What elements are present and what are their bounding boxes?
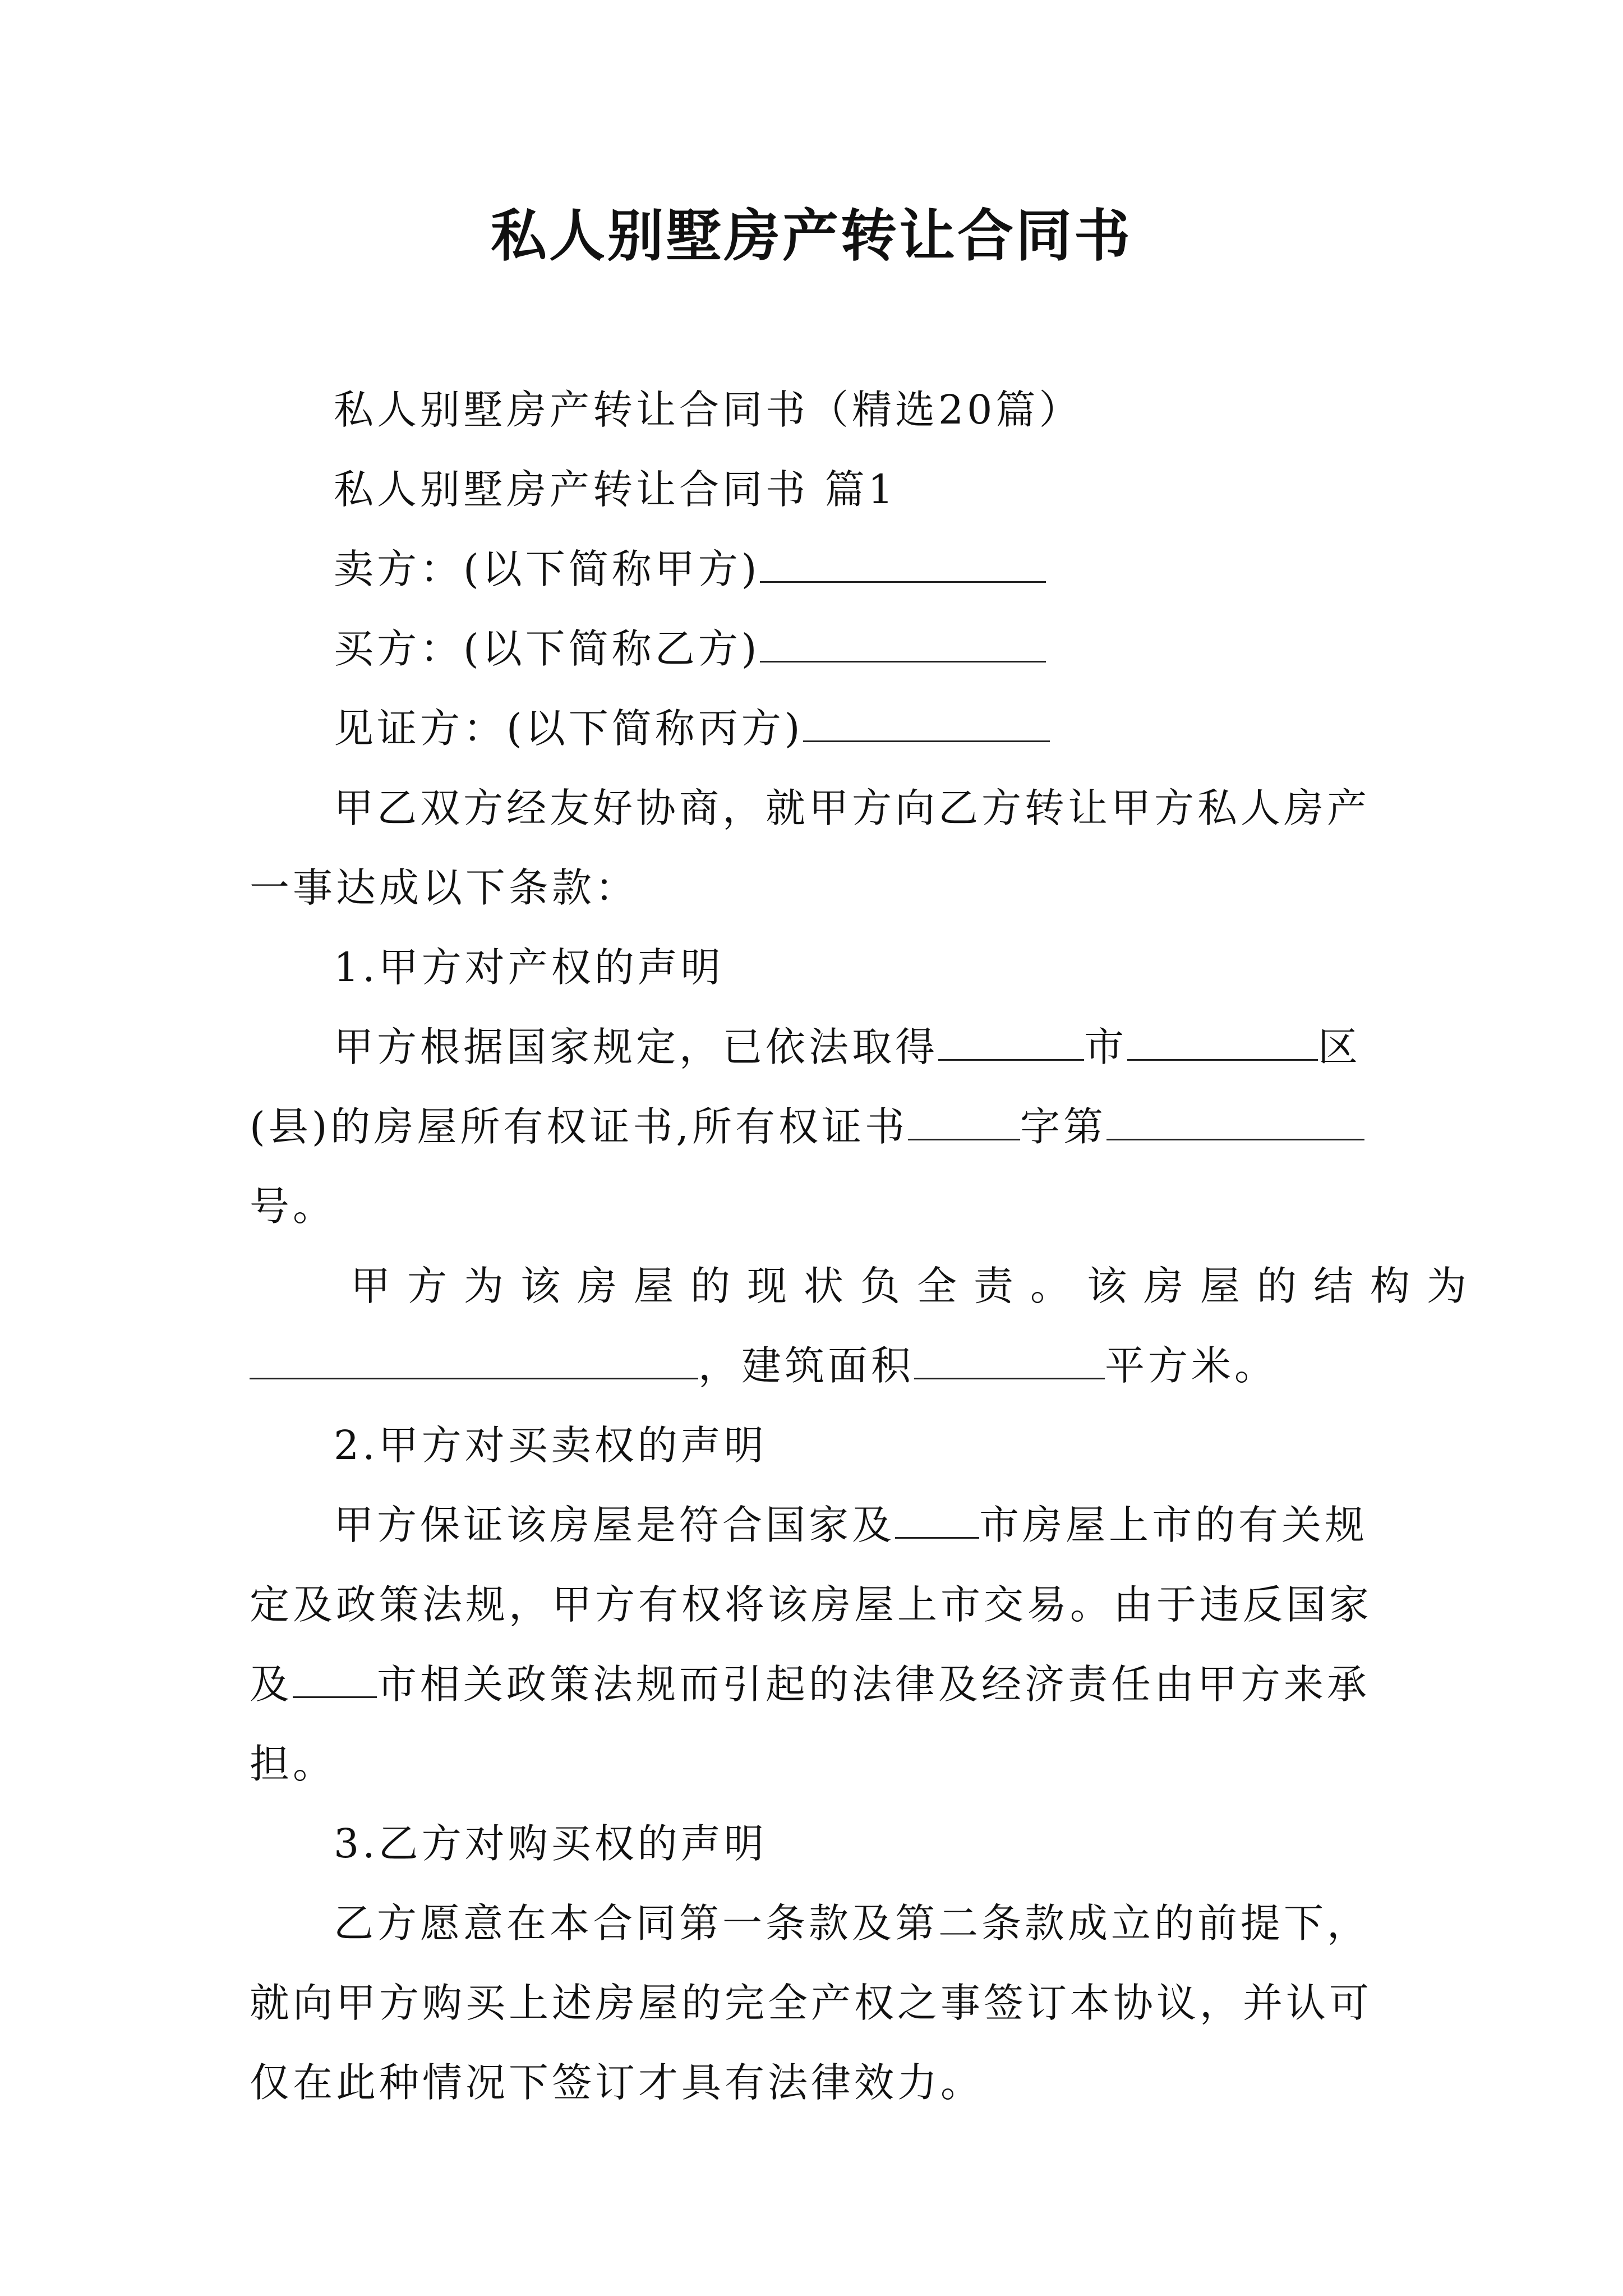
paragraph-line — [250, 1246, 1484, 1326]
city-blank — [895, 1503, 979, 1539]
text-segment: 甲方保证该房屋是符合国家及 — [334, 1502, 896, 1548]
paragraph-line — [250, 1645, 1388, 1724]
paragraph-line: 担。 — [250, 1741, 336, 1787]
certificate-word-blank — [908, 1105, 1020, 1140]
witness-blank — [803, 707, 1050, 742]
document-title: 私人别墅房产转让合同书 — [491, 203, 1132, 269]
buyer-line — [250, 609, 1388, 689]
seller-blank — [760, 547, 1046, 583]
text-segment: (县)的房屋所有权证书,所有权证书 — [250, 1103, 908, 1150]
text-segment: ，建筑面积 — [698, 1342, 915, 1389]
seller-label: 卖方：(以下简称甲方) — [334, 546, 760, 592]
witness-line — [250, 689, 1388, 769]
paragraph-line: 一事达成以下条款： — [250, 864, 639, 911]
text-segment: 市 — [1084, 1024, 1128, 1070]
certificate-number-blank — [1106, 1105, 1364, 1140]
structure-blank — [250, 1344, 698, 1379]
text-segment: 甲方根据国家规定，已依法取得 — [334, 1024, 939, 1070]
seller-line — [250, 530, 1388, 609]
district-blank — [1127, 1025, 1318, 1061]
buyer-blank — [760, 627, 1046, 662]
paragraph-line — [250, 1326, 1388, 1406]
text-segment: 市房屋上市的有关规 — [979, 1502, 1368, 1548]
paragraph-line: 定及政策法规，甲方有权将该房屋上市交易。由于违反国家 — [250, 1581, 1373, 1628]
paragraph-line: 号。 — [250, 1183, 336, 1230]
paragraph-line — [250, 1087, 1388, 1167]
subtitle-line: 私人别墅房产转让合同书（精选20篇） — [334, 386, 1082, 433]
clause-heading: 1.甲方对产权的声明 — [334, 944, 724, 991]
clause-heading: 3.乙方对购买权的声明 — [334, 1820, 767, 1867]
paragraph-line — [250, 1007, 1388, 1087]
text-segment: 区 — [1318, 1024, 1362, 1070]
witness-label: 见证方：(以下简称丙方) — [334, 705, 804, 752]
clause-heading: 2.甲方对买卖权的声明 — [334, 1422, 767, 1469]
text-segment: 平方米。 — [1105, 1342, 1278, 1389]
text-segment: 及 — [250, 1661, 293, 1708]
section-heading: 私人别墅房产转让合同书 篇1 — [334, 466, 897, 513]
text-segment: 甲方为该房屋的现状负全责。该房屋的结构为 — [351, 1263, 1484, 1309]
city-blank — [938, 1025, 1084, 1061]
area-blank — [914, 1344, 1105, 1379]
paragraph-line: 甲乙双方经友好协商，就甲方向乙方转让甲方私人房产 — [334, 785, 1371, 831]
text-segment: 字第 — [1020, 1103, 1106, 1150]
paragraph-line: 仅在此种情况下签订才具有法律效力。 — [250, 2059, 984, 2106]
city-blank — [293, 1663, 377, 1698]
paragraph-line: 就向甲方购买上述房屋的完全产权之事签订本协议，并认可 — [250, 1980, 1373, 2026]
text-segment: 市相关政策法规而引起的法律及经济责任由甲方来承 — [377, 1661, 1371, 1708]
paragraph-line: 乙方愿意在本合同第一条款及第二条款成立的前提下， — [334, 1900, 1371, 1947]
document-body — [250, 370, 1484, 2123]
paragraph-line — [250, 1485, 1388, 1565]
buyer-label: 买方：(以下简称乙方) — [334, 625, 760, 672]
